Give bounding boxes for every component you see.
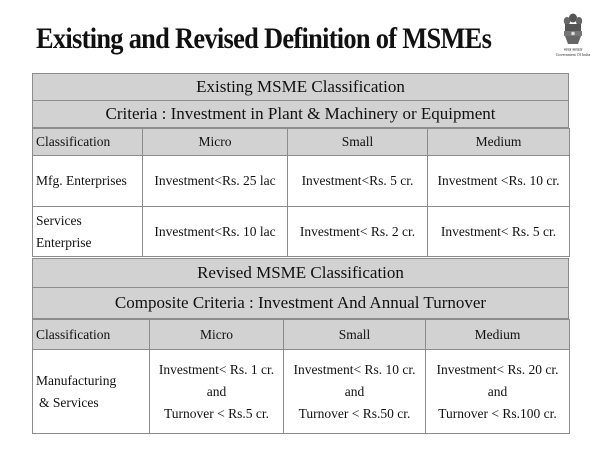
cell-turnover: Turnover < Rs.5 cr. <box>164 405 269 421</box>
row-label-mfg: Mfg. Enterprises <box>33 156 143 207</box>
cell-micro: Investment<Rs. 25 lac <box>143 156 288 207</box>
row-label-manufacturing-services <box>33 350 150 434</box>
existing-table <box>32 128 570 257</box>
cell-investment: Investment< Rs. 1 cr. <box>158 361 275 377</box>
table-row <box>33 156 570 207</box>
lion-capital-icon <box>562 12 584 46</box>
cell-medium <box>426 350 570 434</box>
cell-small: Investment< Rs. 2 cr. <box>288 207 428 257</box>
government-emblem <box>551 12 595 57</box>
column-header-classification: Classification <box>33 320 150 350</box>
column-header-micro: Micro <box>143 129 288 156</box>
revised-header-row <box>33 320 570 350</box>
cell-small: Investment<Rs. 5 cr. <box>288 156 428 207</box>
column-header-small: Small <box>284 320 426 350</box>
cell-and: and <box>344 383 365 399</box>
column-header-medium: Medium <box>428 129 570 156</box>
revised-classification-section <box>32 258 569 434</box>
revised-table <box>32 319 570 434</box>
cell-medium: Investment <Rs. 10 cr. <box>428 156 570 207</box>
cell-micro <box>150 350 284 434</box>
emblem-english-text: Government Of India <box>555 52 591 57</box>
column-header-micro: Micro <box>150 320 284 350</box>
cell-turnover: Turnover < Rs.100 cr. <box>438 405 557 421</box>
row-label-line: Manufacturing <box>36 372 117 388</box>
page-title: Existing and Revised Definition of MSMEs <box>36 22 492 55</box>
emblem-hindi-text: भारत सरकार <box>563 47 583 52</box>
cell-micro: Investment<Rs. 10 lac <box>143 207 288 257</box>
existing-header-row <box>33 129 570 156</box>
revised-criteria: Composite Criteria : Investment And Annual Turnover <box>32 288 569 319</box>
revised-heading: Revised MSME Classification <box>32 258 569 288</box>
row-label-line: & Services <box>39 394 99 410</box>
cell-investment: Investment< Rs. 20 cr. <box>436 361 559 377</box>
column-header-classification: Classification <box>33 129 143 156</box>
column-header-medium: Medium <box>426 320 570 350</box>
cell-small <box>284 350 426 434</box>
existing-criteria: Criteria : Investment in Plant & Machinery or Equipment <box>32 101 569 128</box>
cell-and: and <box>487 383 508 399</box>
table-row <box>33 207 570 257</box>
column-header-small: Small <box>288 129 428 156</box>
existing-classification-section <box>32 73 569 257</box>
cell-investment: Investment< Rs. 10 cr. <box>293 361 416 377</box>
row-label-services: Services Enterprise <box>33 207 143 257</box>
table-row <box>33 350 570 434</box>
cell-medium: Investment< Rs. 5 cr. <box>428 207 570 257</box>
existing-heading: Existing MSME Classification <box>32 73 569 101</box>
cell-turnover: Turnover < Rs.50 cr. <box>298 405 411 421</box>
cell-and: and <box>206 383 227 399</box>
